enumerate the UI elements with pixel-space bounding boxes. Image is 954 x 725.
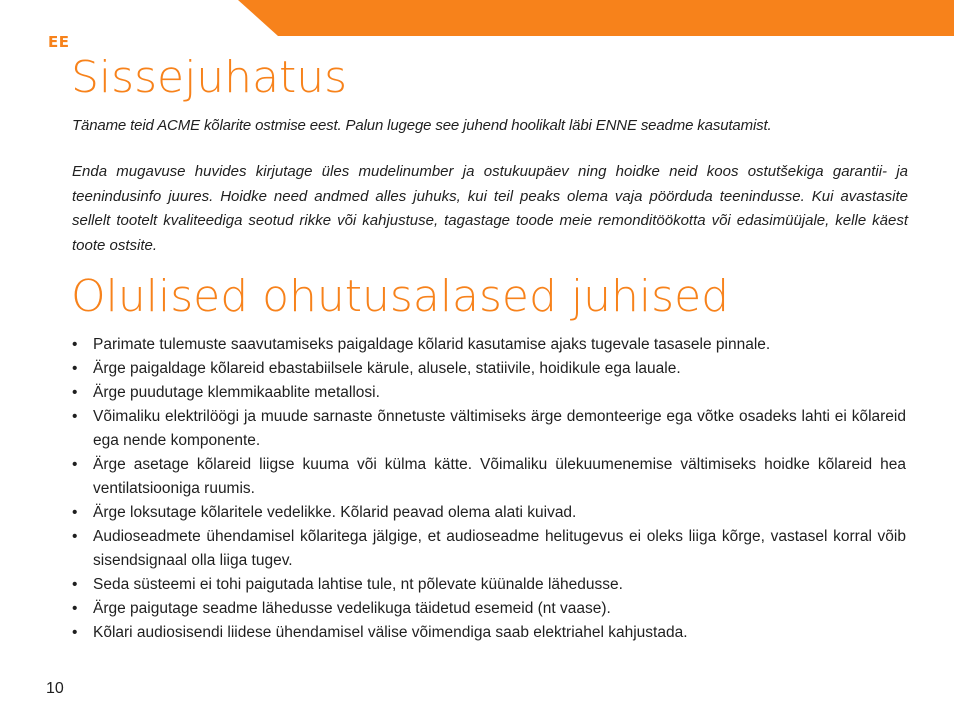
list-item-text: Ärge paigutage seadme lähedusse vedelikuga täidetud esemeid (nt vaase). (93, 600, 611, 617)
list-item (72, 333, 906, 357)
list-item (72, 357, 906, 381)
list-item-text: Ärge puudutage klemmikaablite metallosi. (93, 384, 380, 401)
list-item-text: Audioseadmete ühendamisel kõlaritega jälgige, et audioseadme helitugevus ei oleks liiga kõrge, vastasel korral võib sisendsignaal olla liiga tugev. (93, 528, 906, 569)
bullet-icon: • (72, 456, 78, 473)
list-item-text: Ärge loksutage kõlaritele vedelikke. Kõlarid peavad olema alati kuivad. (93, 504, 577, 521)
bullet-icon: • (72, 408, 78, 425)
list-item (72, 621, 906, 645)
bullet-icon: • (72, 336, 78, 353)
list-item-text: Võimaliku elektrilöögi ja muude sarnaste õnnetuste vältimiseks ärge demonteerige ega võtke osadeks lahti ei kõlareid ega nende komponente. (93, 408, 906, 449)
bullet-icon: • (72, 600, 78, 617)
section-title-introduction: Sissejuhatus (71, 52, 348, 103)
language-tag: EE (48, 33, 70, 51)
bullet-icon: • (72, 528, 78, 545)
list-item (72, 453, 906, 501)
list-item (72, 597, 906, 621)
header-banner (238, 0, 954, 36)
list-item-text: Ärge paigaldage kõlareid ebastabiilsele kärule, alusele, statiivile, hoidikule ega lauale. (93, 360, 681, 377)
list-item (72, 573, 906, 597)
list-item-text: Kõlari audiosisendi liidese ühendamisel välise võimendiga saab elektriahel kahjustada. (93, 624, 688, 641)
bullet-icon: • (72, 624, 78, 641)
list-item (72, 381, 906, 405)
page-number: 10 (46, 680, 64, 697)
list-item-text: Ärge asetage kõlareid liigse kuuma või külma kätte. Võimaliku ülekuumenemise vältimiseks hoidke kõlareid hea ventilatsiooniga ruumis. (93, 456, 906, 497)
bullet-icon: • (72, 504, 78, 521)
section-title-safety: Olulised ohutusalased juhised (71, 271, 730, 322)
list-item (72, 405, 906, 453)
bullet-icon: • (72, 576, 78, 593)
intro-paragraph-2: Enda mugavuse huvides kirjutage üles mudelinumber ja ostukuupäev ning hoidke neid koos ostutšekiga garantii- ja teenindusinfo juures. Hoidke need andmed alles juhuks, kui teil peaks olema vaja pöörduda teenindusse. Kui avastasite sellelt tootelt kvaliteediga seotud rikke või kahjustuse, tagastage toode meie remonditöökotta või edasimüüjale, kelle käest toote ostsite. (72, 163, 908, 254)
list-item-text: Seda süsteemi ei tohi paigutada lahtise tule, nt põlevate küünalde lähedusse. (93, 576, 623, 593)
safety-instructions-list (72, 333, 906, 645)
bullet-icon: • (72, 360, 78, 377)
list-item (72, 525, 906, 573)
list-item (72, 501, 906, 525)
intro-paragraph-1: Täname teid ACME kõlarite ostmise eest. Palun lugege see juhend hoolikalt läbi ENNE seadme kasutamist. (72, 117, 772, 134)
list-item-text: Parimate tulemuste saavutamiseks paigaldage kõlarid kasutamise ajaks tugevale tasasele pinnale. (93, 336, 771, 353)
bullet-icon: • (72, 384, 78, 401)
